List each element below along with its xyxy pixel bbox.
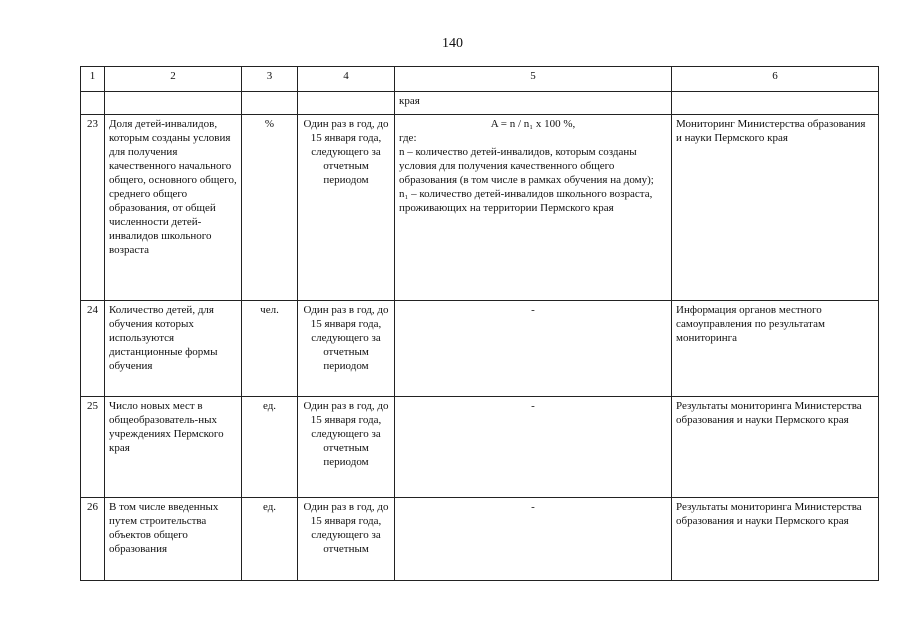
indicator-table bbox=[80, 66, 879, 581]
formula: - bbox=[531, 400, 535, 412]
table-row bbox=[81, 115, 879, 301]
formula: - bbox=[531, 501, 535, 513]
row-number: 25 bbox=[81, 397, 105, 498]
cell bbox=[672, 92, 879, 115]
row-number: 23 bbox=[81, 115, 105, 301]
data-source: Результаты мониторинга Министерства образования и науки Пермского края bbox=[672, 498, 879, 581]
formula-n1: n₁ – количество детей-инвалидов школьного возраста, проживающих на территории Пермского края bbox=[399, 188, 653, 214]
cell bbox=[242, 92, 298, 115]
continuation-text: края bbox=[395, 92, 672, 115]
formula-cell bbox=[395, 115, 672, 301]
frequency: Один раз в год, до 15 января года, следующего за отчетным bbox=[298, 498, 395, 581]
unit: чел. bbox=[242, 301, 298, 397]
formula-where: где: bbox=[399, 132, 417, 144]
table-row bbox=[81, 498, 879, 581]
formula-cell bbox=[395, 498, 672, 581]
page-number: 140 bbox=[442, 36, 463, 51]
frequency: Один раз в год, до 15 января года, следующего за отчетным периодом bbox=[298, 397, 395, 498]
unit: ед. bbox=[242, 498, 298, 581]
column-header: 2 bbox=[105, 67, 242, 92]
cell bbox=[298, 92, 395, 115]
data-source: Мониторинг Министерства образования и науки Пермского края bbox=[672, 115, 879, 301]
frequency: Один раз в год, до 15 января года, следующего за отчетным периодом bbox=[298, 301, 395, 397]
table-row bbox=[81, 301, 879, 397]
continuation-row bbox=[81, 92, 879, 115]
data-source: Результаты мониторинга Министерства образования и науки Пермского края bbox=[672, 397, 879, 498]
indicator-name: В том числе введенных путем строительства объектов общего образования bbox=[105, 498, 242, 581]
formula-cell bbox=[395, 397, 672, 498]
formula: A = n / n₁ x 100 %, bbox=[490, 118, 576, 130]
column-header: 5 bbox=[395, 67, 672, 92]
unit: % bbox=[242, 115, 298, 301]
frequency: Один раз в год, до 15 января года, следующего за отчетным периодом bbox=[298, 115, 395, 301]
formula-cell bbox=[395, 301, 672, 397]
column-header: 1 bbox=[81, 67, 105, 92]
column-header: 4 bbox=[298, 67, 395, 92]
formula: - bbox=[531, 304, 535, 316]
column-number-row bbox=[81, 67, 879, 92]
indicator-name: Количество детей, для обучения которых используются дистанционные формы обучения bbox=[105, 301, 242, 397]
data-source: Информация органов местного самоуправления по результатам мониторинга bbox=[672, 301, 879, 397]
unit: ед. bbox=[242, 397, 298, 498]
row-number: 24 bbox=[81, 301, 105, 397]
indicator-name: Доля детей-инвалидов, которым созданы условия для получения качественного начального общего, основного общего, среднего общего образования, от общей численности детей-инвалидов школьного возраста bbox=[105, 115, 242, 301]
column-header: 3 bbox=[242, 67, 298, 92]
table-row bbox=[81, 397, 879, 498]
column-header: 6 bbox=[672, 67, 879, 92]
cell bbox=[81, 92, 105, 115]
cell bbox=[105, 92, 242, 115]
row-number: 26 bbox=[81, 498, 105, 581]
indicator-name: Число новых мест в общеобразователь-ных учреждениях Пермского края bbox=[105, 397, 242, 498]
formula-n: n – количество детей-инвалидов, которым созданы условия для получения качественного общего образования (в том числе в рамках обучения на дому); bbox=[399, 146, 654, 186]
